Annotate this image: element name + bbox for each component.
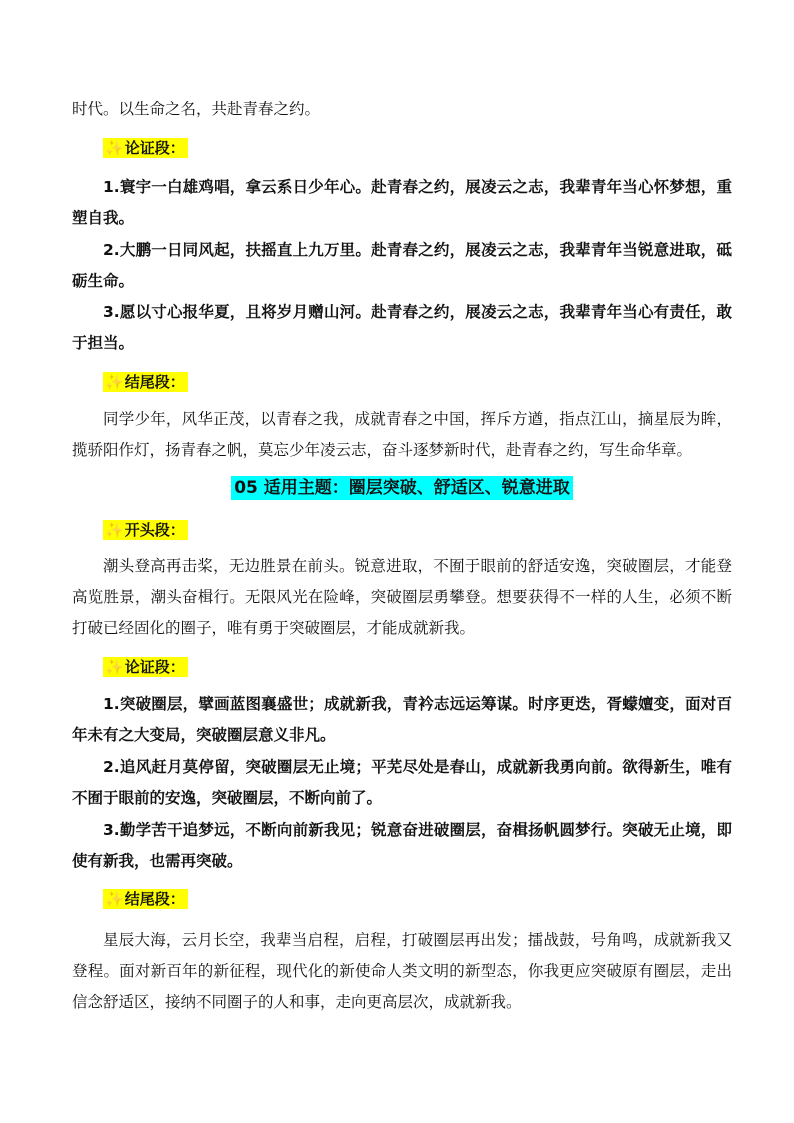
section4-argument-1: 1.寰宇一白雄鸡唱，拿云系日少年心。赴青春之约，展凌云之志，我辈青年当心怀梦想，重塑自我。: [72, 178, 732, 227]
section5-argument-2: 2.追风赶月莫停留，突破圈层无止境；平芜尽处是春山，成就新我勇向前。欲得新生，唯有不囿于眼前的安逸，突破圈层，不断向前了。: [72, 758, 732, 807]
section5-argument-3: 3.勤学苦干追梦远，不断向前新我见；锐意奋进破圈层，奋楫扬帆圆梦行。突破无止境，即使有新我，也需再突破。: [72, 821, 732, 870]
star-icon: ✨: [105, 658, 124, 676]
section5-opening-label: ✨开头段：: [72, 520, 188, 540]
star-icon: ✨: [105, 373, 124, 391]
section4-argument-label: ✨论证段：: [72, 138, 188, 158]
section5-opening: 潮头登高再击桨，无边胜景在前头。锐意进取，不囿于眼前的舒适安逸，突破圈层，才能登高览胜景，潮头奋楫行。无限风光在险峰，突破圈层勇攀登。想要获得不一样的人生，必须不断打破已经固化的圈子，唯有勇于突破圈层，才能成就新我。: [72, 557, 732, 637]
section4-ending-label: ✨结尾段：: [72, 372, 188, 392]
section4-argument-3: 3.愿以寸心报华夏，且将岁月赠山河。赴青春之约，展凌云之志，我辈青年当心有责任，敢于担当。: [72, 303, 732, 352]
section4-ending: 同学少年，风华正茂，以青春之我，成就青春之中国，挥斥方遒，指点江山，摘星辰为眸，揽骄阳作灯，扬青春之帆，莫忘少年凌云志，奋斗逐梦新时代，赴青春之约，写生命华章。: [72, 410, 732, 459]
top-text: 时代。以生命之名，共赴青春之约。: [72, 100, 321, 118]
section4-argument-2: 2.大鹏一日同风起，扶摇直上九万里。赴青春之约，展凌云之志，我辈青年当锐意进取，砥砺生命。: [72, 241, 732, 290]
section5-heading: 05 适用主题：圈层突破、舒适区、锐意进取: [231, 476, 573, 500]
star-icon: ✨: [105, 139, 124, 157]
section5-argument-label: ✨论证段：: [72, 657, 188, 677]
star-icon: ✨: [105, 521, 124, 539]
section5-argument-1: 1.突破圈层，擘画蓝图襄盛世；成就新我，青衿志远运筹谋。时序更迭，胥蠓嬗变，面对百年未有之大变局，突破圈层意义非凡。: [72, 695, 732, 744]
section5-ending-label: ✨结尾段：: [72, 889, 188, 909]
star-icon: ✨: [105, 890, 124, 908]
section5-ending: 星辰大海，云月长空，我辈当启程，启程，打破圈层再出发；擂战鼓，号角鸣，成就新我又登程。面对新百年的新征程，现代化的新使命人类文明的新型态，你我更应突破原有圈层，走出信念舒适区，接纳不同圈子的人和事，走向更高层次，成就新我。: [72, 931, 732, 1011]
section5-heading-wrap: [72, 476, 732, 500]
